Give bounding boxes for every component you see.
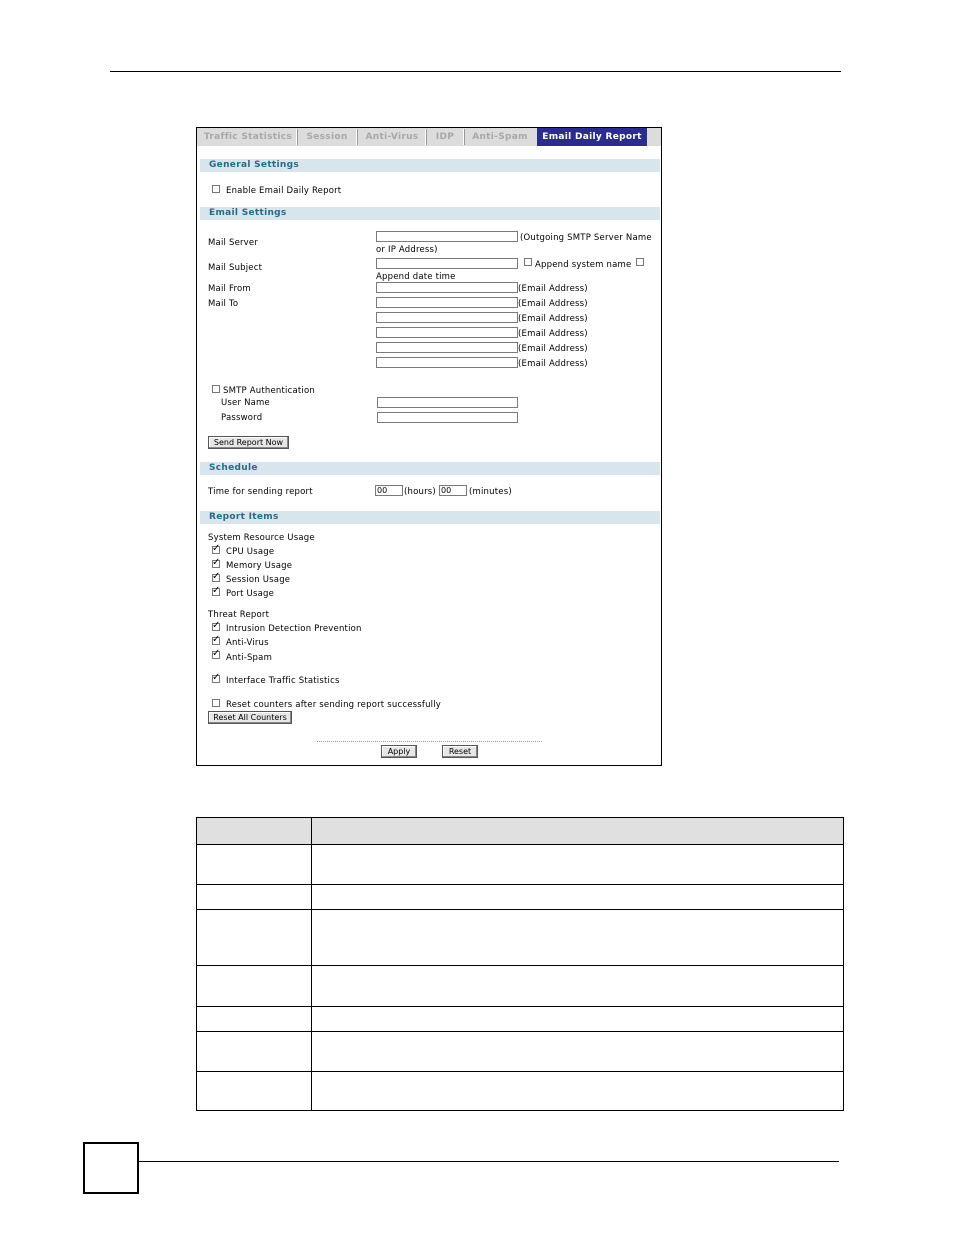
reset-all-counters-button[interactable]: Reset All Counters bbox=[208, 711, 292, 724]
antispam-label: Anti-Spam bbox=[226, 653, 273, 663]
antivirus-label: Anti-Virus bbox=[226, 638, 269, 648]
minutes-input[interactable]: 00 bbox=[439, 485, 467, 496]
mail-subject-input[interactable] bbox=[376, 258, 518, 269]
port-usage-checkbox[interactable] bbox=[212, 588, 220, 596]
tab-separator bbox=[296, 129, 298, 145]
password-input[interactable] bbox=[377, 412, 518, 423]
email-address-hint: (Email Address) bbox=[518, 299, 588, 309]
mail-to-label: Mail To bbox=[208, 299, 239, 309]
tab-traffic-statistics[interactable]: Traffic Statistics bbox=[203, 132, 293, 142]
mail-server-hint: (Outgoing SMTP Server Name bbox=[520, 233, 652, 243]
general-settings-header: General Settings bbox=[200, 159, 660, 172]
table-row-divider bbox=[197, 1071, 843, 1072]
mail-subject-label: Mail Subject bbox=[208, 263, 263, 273]
tab-separator bbox=[425, 129, 427, 145]
tab-bar bbox=[197, 128, 661, 146]
session-usage-label: Session Usage bbox=[226, 575, 291, 585]
memory-usage-label: Memory Usage bbox=[226, 561, 293, 571]
append-system-name-label: Append system name bbox=[535, 260, 632, 270]
mail-to-input-1[interactable] bbox=[376, 297, 518, 308]
table-row-divider bbox=[197, 1006, 843, 1007]
append-date-time-label: Append date time bbox=[376, 272, 456, 282]
system-resource-group-label: System Resource Usage bbox=[208, 533, 315, 543]
reset-counters-checkbox[interactable] bbox=[212, 699, 220, 707]
mail-to-input-3[interactable] bbox=[376, 327, 518, 338]
tab-anti-spam[interactable]: Anti-Spam bbox=[472, 132, 528, 142]
email-address-hint: (Email Address) bbox=[518, 359, 588, 369]
page-number-box bbox=[83, 1142, 139, 1194]
tab-anti-virus[interactable]: Anti-Virus bbox=[365, 132, 419, 142]
tab-idp[interactable]: IDP bbox=[435, 132, 455, 142]
email-address-hint: (Email Address) bbox=[518, 314, 588, 324]
email-address-hint: (Email Address) bbox=[518, 344, 588, 354]
mail-to-input-2[interactable] bbox=[376, 312, 518, 323]
mail-from-input[interactable] bbox=[376, 282, 518, 293]
table-row-divider bbox=[197, 1031, 843, 1032]
email-address-hint: (Email Address) bbox=[518, 284, 588, 294]
table-row-divider bbox=[197, 909, 843, 910]
idp-label: Intrusion Detection Prevention bbox=[226, 624, 362, 634]
table-header bbox=[197, 818, 843, 845]
mail-server-label: Mail Server bbox=[208, 238, 259, 248]
report-items-header: Report Items bbox=[200, 511, 660, 524]
interface-traffic-checkbox[interactable] bbox=[212, 675, 220, 683]
antispam-checkbox[interactable] bbox=[212, 651, 220, 659]
hours-label: (hours) bbox=[404, 487, 436, 497]
table-row-divider bbox=[197, 884, 843, 885]
email-address-hint: (Email Address) bbox=[518, 329, 588, 339]
mail-from-label: Mail From bbox=[208, 284, 251, 294]
memory-usage-checkbox[interactable] bbox=[212, 560, 220, 568]
mail-server-input[interactable] bbox=[376, 231, 518, 242]
interface-traffic-label: Interface Traffic Statistics bbox=[226, 676, 340, 686]
tab-separator bbox=[356, 129, 358, 145]
mail-to-input-5[interactable] bbox=[376, 357, 518, 368]
tab-session[interactable]: Session bbox=[306, 132, 348, 142]
tab-email-daily-report[interactable]: Email Daily Report bbox=[537, 128, 647, 146]
minutes-label: (minutes) bbox=[469, 487, 512, 497]
port-usage-label: Port Usage bbox=[226, 589, 275, 599]
mail-server-hint-cont: or IP Address) bbox=[376, 245, 438, 255]
session-usage-checkbox[interactable] bbox=[212, 574, 220, 582]
divider bbox=[317, 741, 542, 742]
cpu-usage-checkbox[interactable] bbox=[212, 546, 220, 554]
antivirus-checkbox[interactable] bbox=[212, 637, 220, 645]
header-rule bbox=[110, 71, 841, 72]
mail-to-input-4[interactable] bbox=[376, 342, 518, 353]
description-table bbox=[196, 817, 844, 1111]
enable-email-report-checkbox[interactable] bbox=[212, 185, 220, 193]
smtp-auth-label: SMTP Authentication bbox=[223, 386, 315, 396]
append-system-name-checkbox[interactable] bbox=[524, 258, 532, 266]
reset-counters-label: Reset counters after sending report successfully bbox=[226, 700, 442, 710]
tab-separator bbox=[463, 129, 465, 145]
column-divider bbox=[311, 818, 312, 1110]
enable-email-report-label: Enable Email Daily Report bbox=[226, 186, 342, 196]
email-daily-report-screenshot bbox=[196, 127, 662, 766]
schedule-header: Schedule bbox=[200, 462, 660, 475]
hours-input[interactable]: 00 bbox=[375, 485, 403, 496]
footer-rule bbox=[139, 1161, 839, 1162]
cpu-usage-label: CPU Usage bbox=[226, 547, 275, 557]
smtp-auth-checkbox[interactable] bbox=[212, 385, 220, 393]
apply-button[interactable]: Apply bbox=[381, 745, 417, 758]
email-settings-header: Email Settings bbox=[200, 207, 660, 220]
append-date-time-checkbox[interactable] bbox=[636, 258, 644, 266]
threat-report-group-label: Threat Report bbox=[208, 610, 270, 620]
user-name-input[interactable] bbox=[377, 397, 518, 408]
user-name-label: User Name bbox=[221, 398, 270, 408]
table-row-divider bbox=[197, 965, 843, 966]
send-report-now-button[interactable]: Send Report Now bbox=[208, 436, 289, 449]
time-sending-label: Time for sending report bbox=[208, 487, 313, 497]
reset-button[interactable]: Reset bbox=[442, 745, 478, 758]
idp-checkbox[interactable] bbox=[212, 623, 220, 631]
password-label: Password bbox=[221, 413, 263, 423]
